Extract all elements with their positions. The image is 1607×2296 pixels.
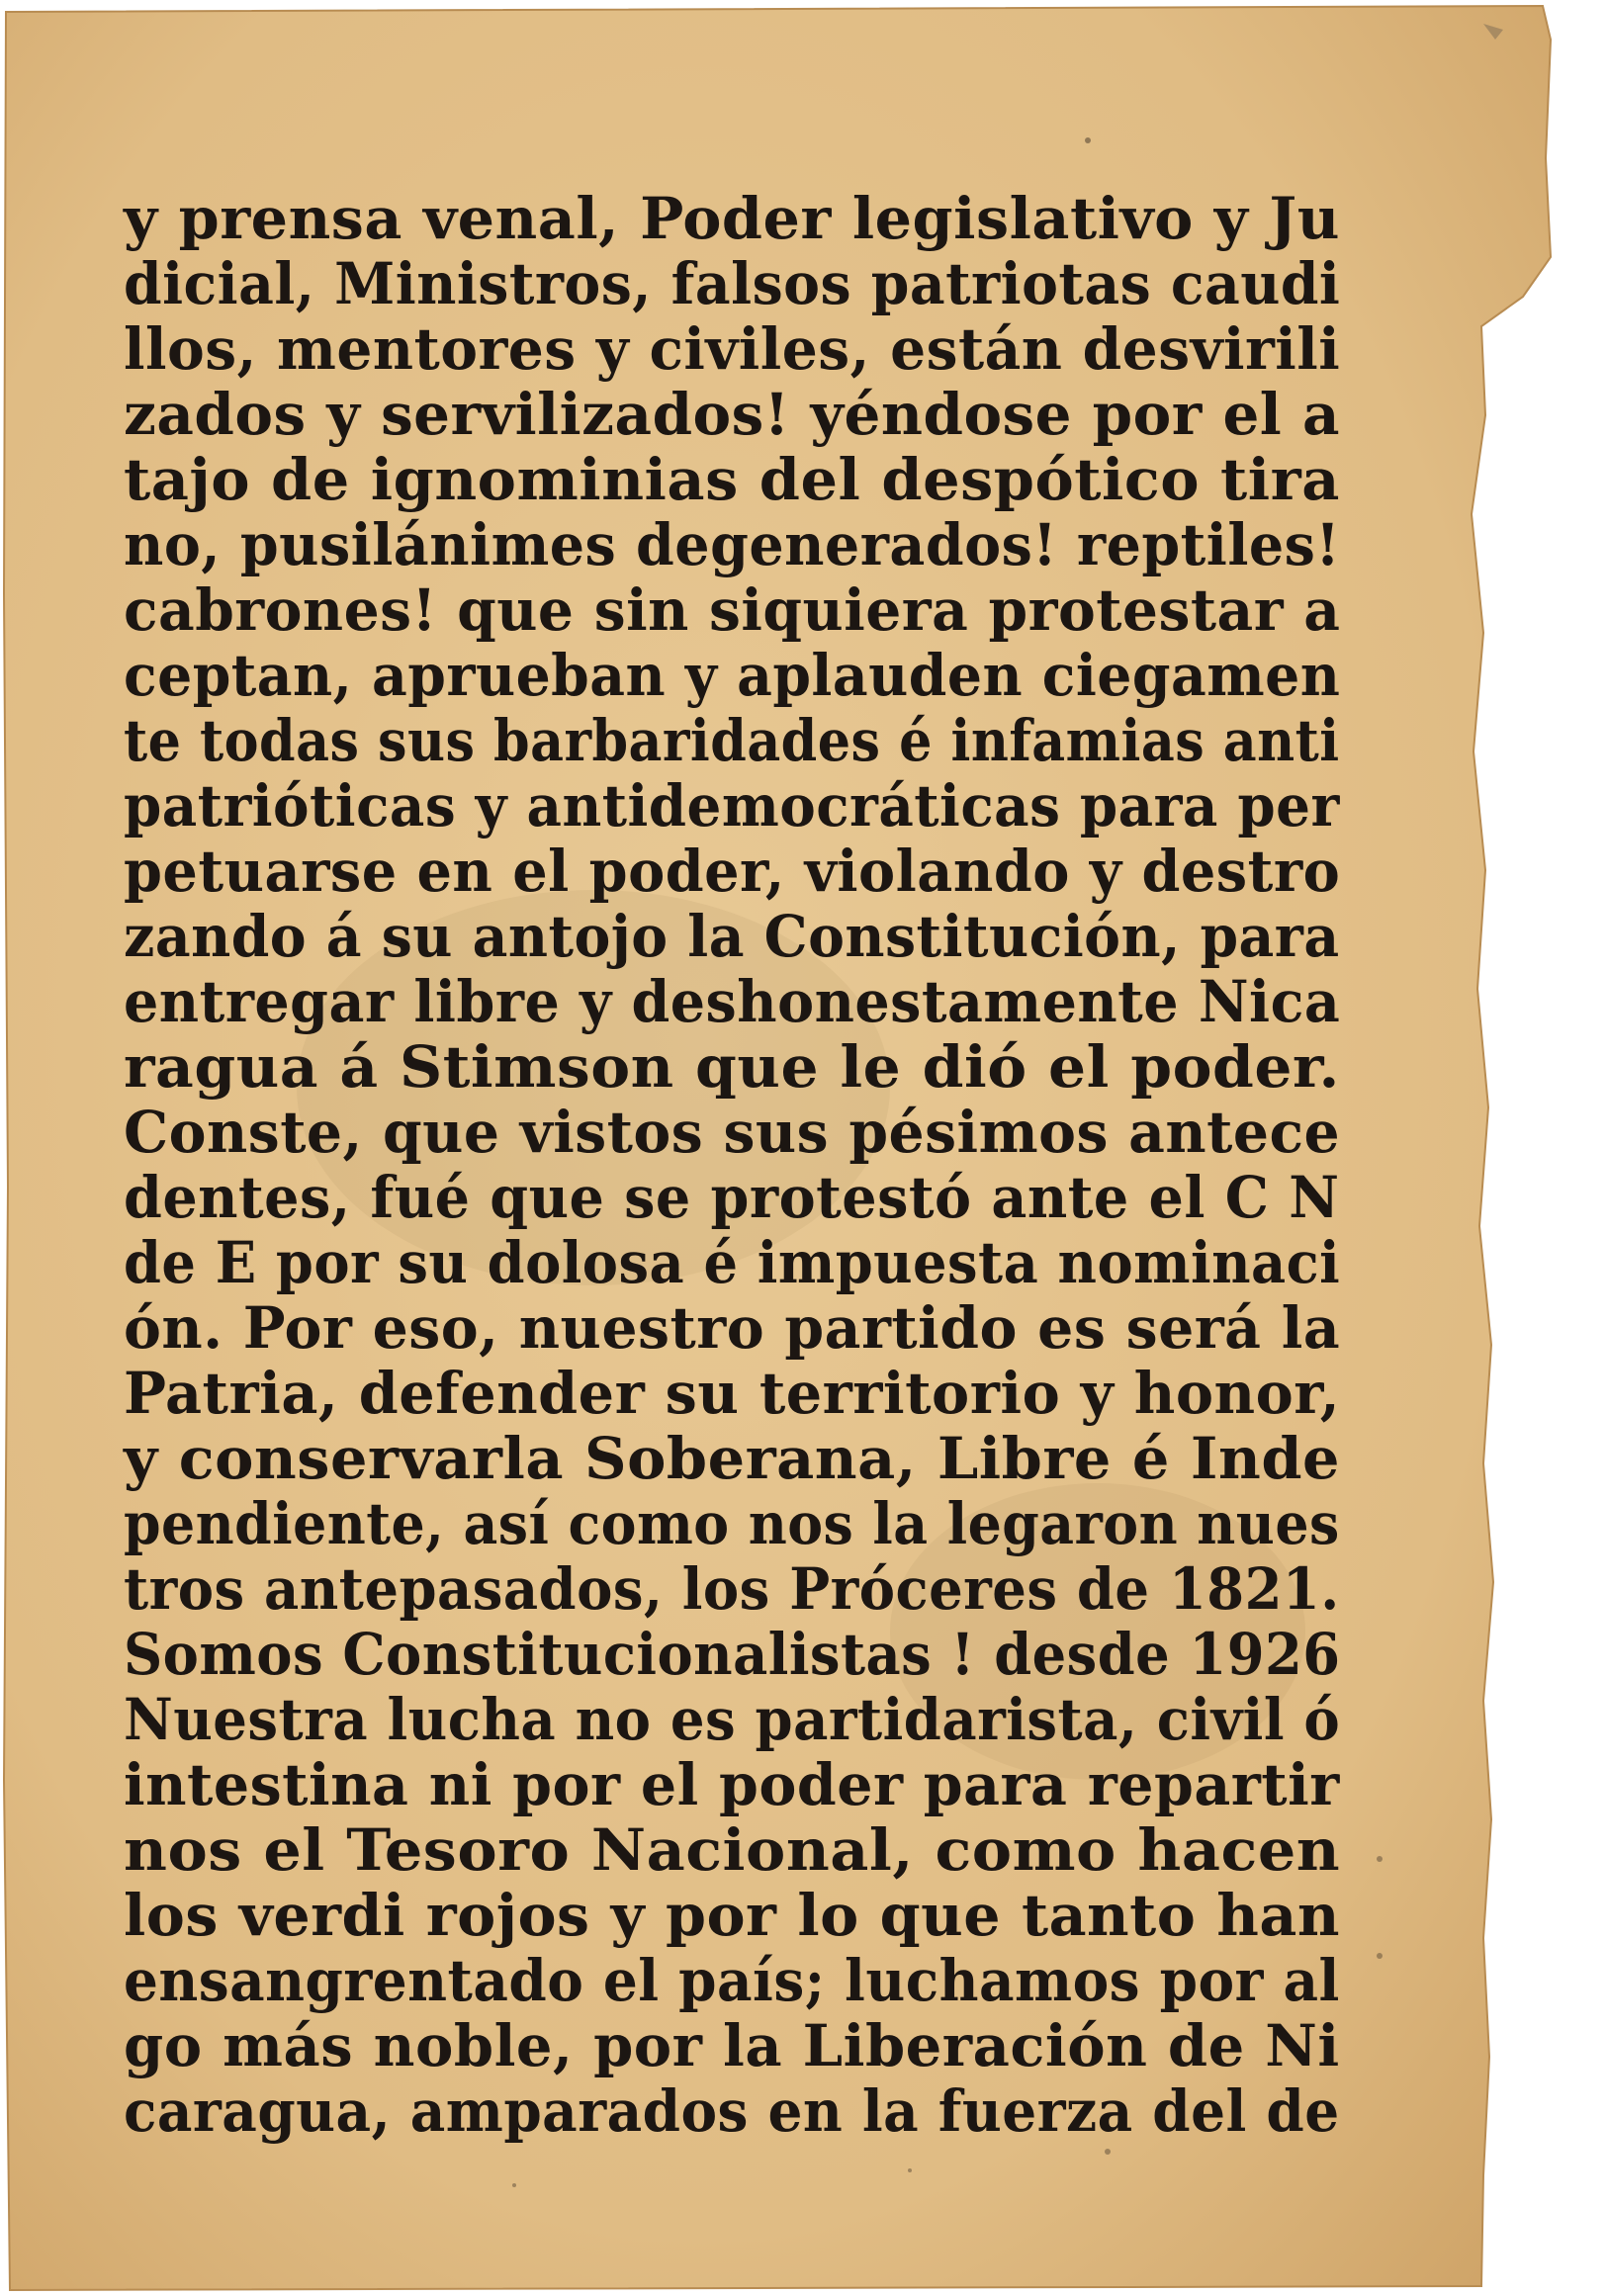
text-line: caragua, amparados en la fuerza del de (124, 2077, 1340, 2145)
text-line: pendiente, así como nos la legaron nues (124, 1490, 1340, 1557)
printed-text-block (124, 186, 1340, 2164)
text-line: dentes, fué que se protestó ante el C N (124, 1164, 1340, 1231)
text-line: dicial, Ministros, falsos patriotas caudi (124, 250, 1341, 317)
text-line: ceptan, aprueban y aplauden ciegamen (124, 642, 1341, 709)
text-line: tajo de ignominias del despótico tira (124, 446, 1340, 513)
text-line: Nuestra lucha no es partidarista, civil ó (124, 1686, 1341, 1753)
text-line: zando á su antojo la Constitución, para (124, 903, 1340, 970)
text-line: no, pusilánimes degenerados! reptiles! (124, 511, 1341, 578)
text-line: intestina ni por el poder para repartir (124, 1751, 1340, 1818)
text-line: tros antepasados, los Próceres de 1821. (124, 1555, 1340, 1623)
text-line: llos, mentores y civiles, están desvirili (124, 315, 1341, 383)
text-line: Somos Constitucionalistas ! desde 1926 (124, 1621, 1341, 1688)
text-line: ragua á Stimson que le dió el poder. (124, 1033, 1340, 1101)
text-line: petuarse en el poder, violando y destro (124, 838, 1341, 905)
text-line: patrióticas y antidemocráticas para per (124, 772, 1340, 839)
text-line: te todas sus barbaridades é infamias anti (124, 707, 1340, 774)
text-line: los verdi rojos y por lo que tanto han (124, 1882, 1341, 1949)
text-line: Patria, defender su territorio y honor, (124, 1360, 1341, 1427)
text-line: y prensa venal, Poder legislativo y Ju (124, 185, 1340, 252)
text-line: Conste, que vistos sus pésimos antece (124, 1099, 1341, 1166)
text-line: cabrones! que sin siquiera protestar a (124, 576, 1341, 644)
text-line: entregar libre y deshonestamente Nica (124, 968, 1341, 1035)
text-line: ensangrentado el país; luchamos por al (124, 1947, 1340, 2014)
text-line: de E por su dolosa é impuesta nominaci (124, 1229, 1341, 1296)
text-line: go más noble, por la Liberación de Ni (124, 2012, 1340, 2079)
text-line: ón. Por eso, nuestro partido es será la (124, 1294, 1341, 1362)
text-line: nos el Tesoro Nacional, como hacen (124, 1816, 1341, 1884)
text-line: zados y servilizados! yéndose por el a (124, 381, 1340, 448)
text-line: y conservarla Soberana, Libre é Inde (124, 1425, 1341, 1492)
